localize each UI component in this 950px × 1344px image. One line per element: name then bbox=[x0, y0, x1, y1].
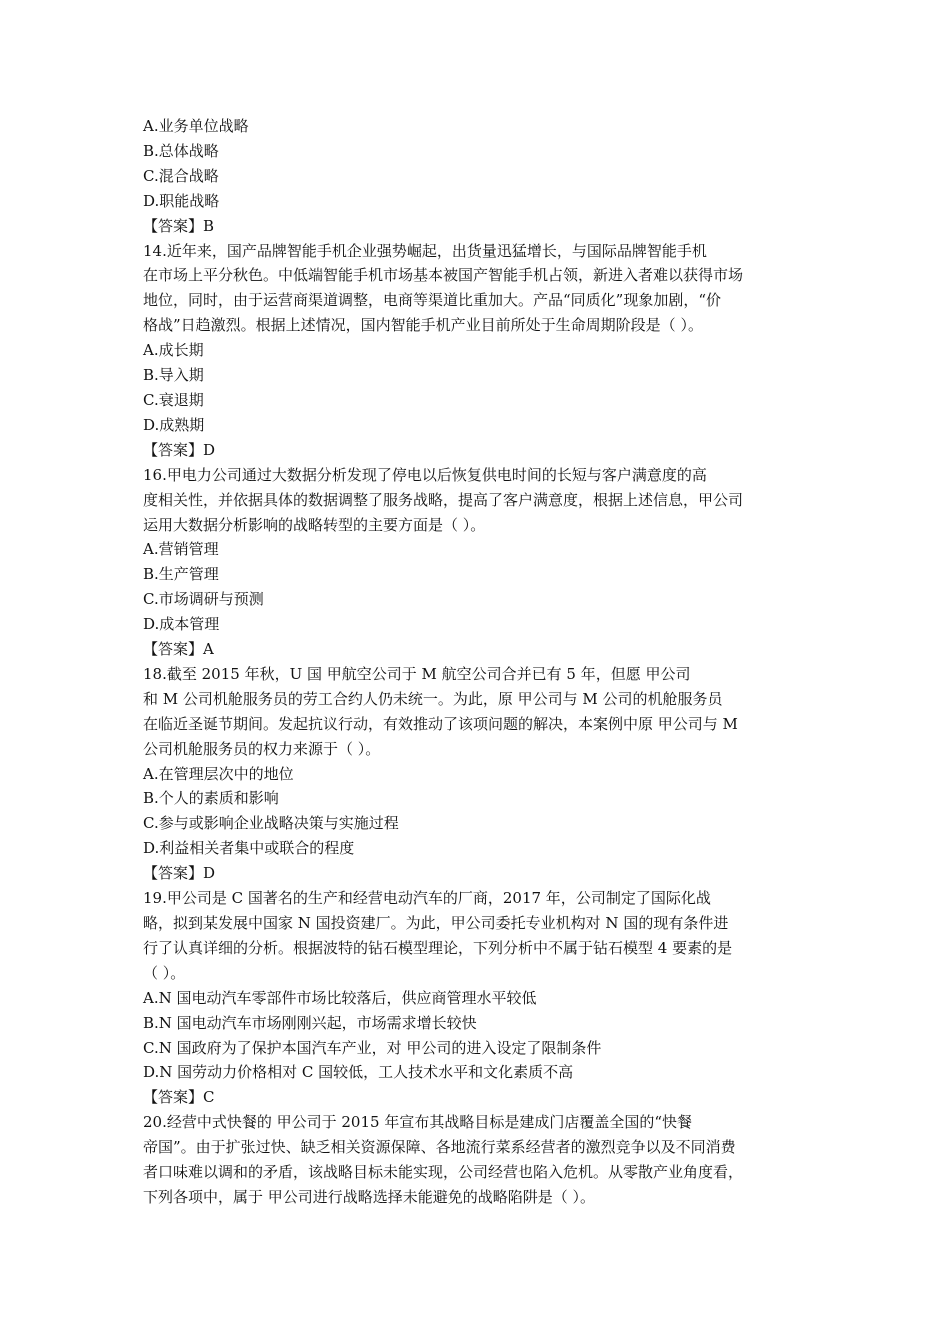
text-line: D.N 国劳动力价格相对 C 国较低，工人技术水平和文化素质不高 bbox=[143, 1063, 574, 1082]
text-line: A.营销管理 bbox=[143, 540, 219, 559]
text-line: D.职能战略 bbox=[143, 191, 220, 210]
text-line: 运用大数据分析影响的战略转型的主要方面是（ ）。 bbox=[143, 515, 486, 534]
text-line: 者口味难以调和的矛盾，该战略目标未能实现，公司经营也陷入危机。从零散产业角度看， bbox=[143, 1163, 744, 1182]
text-line: 16.甲电力公司通过大数据分析发现了停电以后恢复供电时间的长短与客户满意度的高 bbox=[143, 465, 707, 484]
text-line: B.个人的素质和影响 bbox=[143, 789, 279, 808]
text-line: C.混合战略 bbox=[143, 166, 219, 185]
text-line: A.业务单位战略 bbox=[143, 117, 249, 135]
document-body bbox=[143, 114, 813, 1210]
text-line: C.市场调研与预测 bbox=[143, 590, 264, 609]
text-line: C.衰退期 bbox=[143, 390, 204, 409]
text-line: B.生产管理 bbox=[143, 565, 219, 584]
text-line: 【答案】D bbox=[143, 864, 216, 883]
text-line: 19.甲公司是 C 国著名的生产和经营电动汽车的厂商，2017 年，公司制定了国际化战 bbox=[143, 889, 711, 908]
text-line: 20.经营中式快餐的 甲公司于 2015 年宣布其战略目标是建成门店覆盖全国的“快餐 bbox=[143, 1113, 693, 1132]
text-line: 【答案】D bbox=[143, 440, 216, 459]
text-line: 在临近圣诞节期间。发起抗议行动，有效推动了该项问题的解决，本案例中原 甲公司与 M bbox=[143, 714, 738, 733]
text-line: D.成熟期 bbox=[143, 415, 205, 434]
text-line: B.导入期 bbox=[143, 366, 204, 385]
text-line: C.N 国政府为了保护本国汽车产业，对 甲公司的进入设定了限制条件 bbox=[143, 1038, 602, 1057]
text-line: 格战”日趋激烈。根据上述情况，国内智能手机产业目前所处于生命周期阶段是（ ）。 bbox=[143, 316, 703, 335]
text-line: D.成本管理 bbox=[143, 615, 220, 634]
text-line: 18.截至 2015 年秋，U 国 甲航空公司于 M 航空公司合并已有 5 年，但愿 甲公司 bbox=[143, 664, 691, 683]
text-line: 度相关性，并依据具体的数据调整了服务战略，提高了客户满意度，根据上述信息，甲公司 bbox=[143, 490, 744, 509]
text-line: 地位，同时，由于运营商渠道调整，电商等渠道比重加大。产品“同质化”现象加剧，“价 bbox=[143, 291, 722, 310]
text-line: D.利益相关者集中或联合的程度 bbox=[143, 839, 355, 858]
text-line: 【答案】B bbox=[143, 216, 215, 235]
text-line: A.N 国电动汽车零部件市场比较落后，供应商管理水平较低 bbox=[143, 988, 537, 1007]
text-line: C.参与或影响企业战略决策与实施过程 bbox=[143, 814, 399, 833]
text-line: 下列各项中，属于 甲公司进行战略选择未能避免的战略陷阱是（ ）。 bbox=[143, 1187, 596, 1206]
text-line: 行了认真详细的分析。根据波特的钻石模型理论，下列分析中不属于钻石模型 4 要素的是 bbox=[143, 938, 733, 957]
text-line: B.N 国电动汽车市场刚刚兴起，市场需求增长较快 bbox=[143, 1013, 477, 1032]
text-line: 【答案】A bbox=[143, 640, 214, 659]
text-line: 和 M 公司机舱服务员的劳工合约人仍未统一。为此，原 甲公司与 M 公司的机舱服务员 bbox=[143, 689, 723, 708]
text-line: 在市场上平分秋色。中低端智能手机市场基本被国产智能手机占领，新进入者难以获得市场 bbox=[143, 266, 744, 285]
text-line: 略，拟到某发展中国家 N 国投资建厂。为此，甲公司委托专业机构对 N 国的现有条件进 bbox=[143, 914, 729, 932]
text-line: 帝国”。由于扩张过快、缺乏相关资源保障、各地流行菜系经营者的激烈竞争以及不同消费 bbox=[143, 1138, 736, 1157]
text-line: （ ）。 bbox=[143, 963, 186, 982]
text-line: B.总体战略 bbox=[143, 141, 219, 160]
text-line: 公司机舱服务员的权力来源于（ ）。 bbox=[143, 739, 381, 758]
text-line: A.成长期 bbox=[143, 341, 204, 360]
text-line: A.在管理层次中的地位 bbox=[143, 764, 294, 783]
text-line: 【答案】C bbox=[143, 1088, 215, 1107]
text-line: 14.近年来，国产品牌智能手机企业强势崛起，出货量迅猛增长，与国际品牌智能手机 bbox=[143, 241, 707, 260]
